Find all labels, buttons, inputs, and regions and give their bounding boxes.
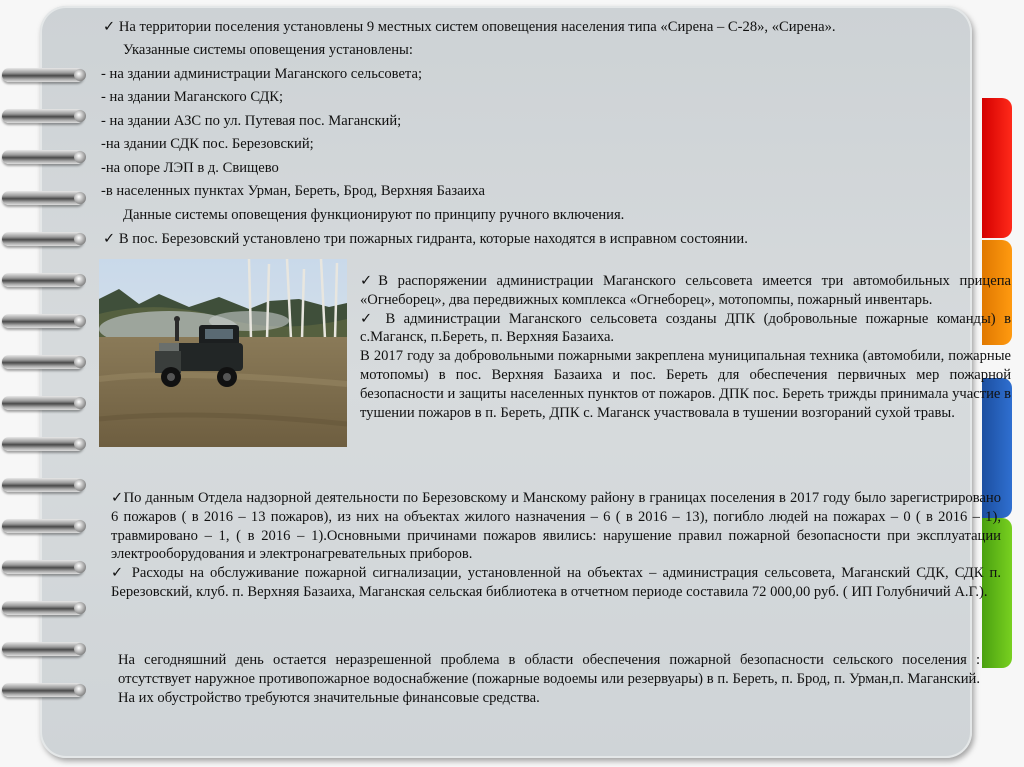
binding-ring <box>2 437 84 451</box>
sirens-intro: ✓ На территории поселения установлены 9 местных систем оповещения населения типа «Сирена – С-28», «Сирена». <box>103 19 836 35</box>
binding-ring <box>2 314 84 328</box>
sirens-manual-note: Данные системы оповещения функционируют по принципу ручного включения. <box>123 207 625 223</box>
binding-ring <box>2 109 84 123</box>
binding-ring <box>2 519 84 533</box>
water-supply-paragraph <box>118 651 980 707</box>
water-supply-text: На сегодняшний день остается неразрешенной проблема в области обеспечения пожарной безопасности сельского поселения : отсутствует наружное противопожарное водоснабжение (пожарные водоемы или резервуары) в п. Береть, п. Брод, п. Урман,п. Маганский. На их обустройство требуются значительные финансовые средства. <box>118 652 980 706</box>
fire-statistics-text: ✓По данным Отдела надзорной деятельности по Березовскому и Манскому району в границах поселения в 2017 году было зарегистрировано 6 пожаров ( в 2016 – 13 пожаров), из них на объектах жилого назначения – 6 ( в 2016 – 13), погибло людей на пожарах – 0 ( в 2016 – 1), травмировано – 1, ( в 2016 – 1).Основными причинами пожаров явились: нарушение правил пожарной безопасности при эксплуатации электрооборудования и электронагревательных приборов. <box>111 490 1001 563</box>
binding-ring <box>2 68 84 82</box>
spiral-binding <box>0 0 90 767</box>
binding-ring <box>2 273 84 287</box>
binding-ring <box>2 560 84 574</box>
binding-ring <box>2 150 84 164</box>
binding-ring <box>2 396 84 410</box>
binding-ring <box>2 232 84 246</box>
binding-ring <box>2 683 84 697</box>
fire-truck-photo <box>99 259 347 447</box>
binding-ring <box>2 601 84 615</box>
binding-ring <box>2 478 84 492</box>
dpk-created-text: ✓ В администрации Маганского сельсовета созданы ДПК (добровольные пожарные команды) в с.Маганск, п.Береть, п. Верхняя Базаиха. <box>360 310 1011 346</box>
siren-location-item: -в населенных пунктах Урман, Береть, Брод, Верхняя Базаиха <box>101 183 486 199</box>
siren-location-item: - на здании администрации Маганского сельсовета; <box>101 66 423 82</box>
siren-location-item: -на здании СДК пос. Березовский; <box>101 136 314 152</box>
fire-statistics-paragraph <box>111 489 1001 602</box>
siren-location-item: -на опоре ЛЭП в д. Свищево <box>101 160 279 176</box>
equipment-text: ✓В распоряжении администрации Маганского сельсовета имеется три автомобильных прицепа «Огнеборец», два передвижных комплекса «Огнеборец», мотопомпы, пожарный инвентарь. <box>360 273 1011 308</box>
siren-location-item: - на здании АЗС по ул. Путевая пос. Маганский; <box>101 113 402 129</box>
dpk-2017-text: В 2017 году за добровольными пожарными закреплена муниципальная техника (автомобили, пожарные мотопомы) в пос. Верхняя Базаиха и пос. Береть для обеспечения первичных мер пожарной безопасности и защиты населенных пунктов от пожаров. ДПК пос. Береть трижды принимала участие в тушении пожаров в п. Береть, ДПК с. Маганск участвовала в тушении возгораний сухой травы. <box>360 348 1011 421</box>
index-tab-red[interactable] <box>982 98 1012 238</box>
binding-ring <box>2 642 84 656</box>
hydrants-note: ✓ В пос. Березовский установлено три пожарных гидранта, которые находятся в исправном состоянии. <box>103 231 748 247</box>
binding-ring <box>2 191 84 205</box>
alarm-expenses-text: ✓ Расходы на обслуживание пожарной сигнализации, установленной на объектах – администрация сельсовета, Маганский СДК, СДК п. Березовский, клуб. п. Верхняя Базаиха, Маганская сельская библиотека в отчетном периоде составила 72 000,00 руб. ( ИП Голубничий А.Г.). <box>111 565 1001 600</box>
siren-location-item: - на здании Маганского СДК; <box>101 89 284 105</box>
equipment-paragraph <box>360 272 1011 422</box>
sirens-installed-heading: Указанные системы оповещения установлены: <box>123 42 413 58</box>
binding-ring <box>2 355 84 369</box>
